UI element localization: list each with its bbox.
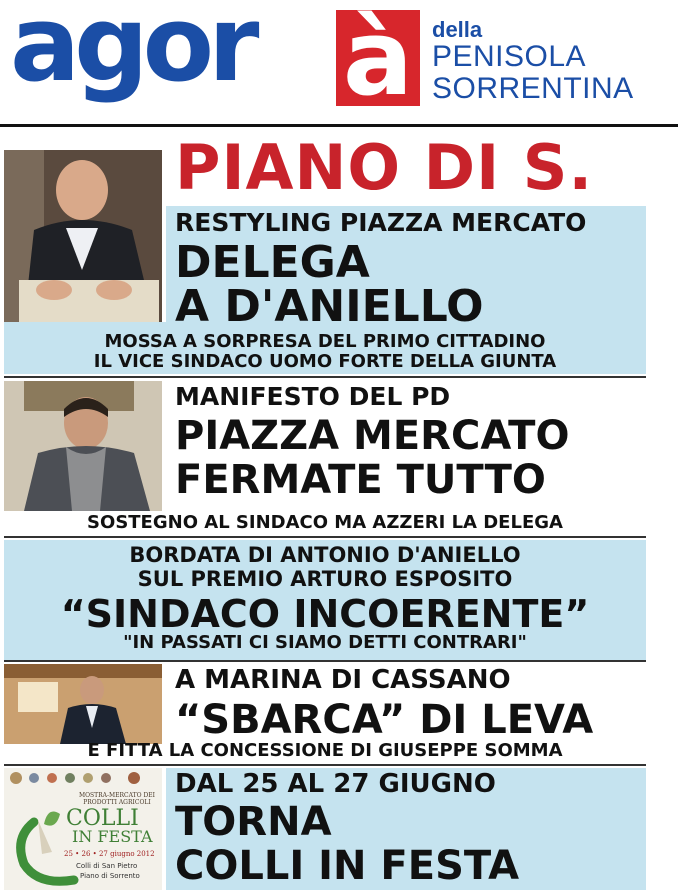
colli-subtitle: MOSTRA-MERCATO DEI PRODOTTI AGRICOLI bbox=[78, 792, 156, 806]
colli-title-1: COLLI bbox=[66, 806, 139, 831]
colli-in-festa-logo bbox=[4, 768, 162, 890]
separator bbox=[4, 764, 646, 766]
man-with-scarf-icon bbox=[4, 381, 162, 511]
man-at-desk-icon bbox=[4, 664, 162, 744]
story-3-kicker-1: BORDATA DI ANTONIO D'ANIELLO bbox=[129, 543, 521, 567]
story-5-headline-2: COLLI IN FESTA bbox=[175, 843, 520, 889]
story-2-sub-1: SOSTEGNO AL SINDACO MA AZZERI LA DELEGA bbox=[87, 512, 563, 533]
story-1-headline-1: DELEGA bbox=[175, 237, 370, 288]
logo-subtitle bbox=[432, 18, 634, 104]
story-4-sub-1: E FITTA LA CONCESSIONE DI GIUSEPPE SOMMA bbox=[87, 740, 563, 761]
story-3-headline: “SINDACO INCOERENTE” bbox=[60, 592, 590, 636]
story-5-headline-1: TORNA bbox=[175, 799, 332, 845]
logo-sorrentina: SORRENTINA bbox=[432, 71, 634, 105]
logo-red-box bbox=[336, 0, 420, 119]
story-2-kicker: MANIFESTO DEL PD bbox=[175, 382, 451, 411]
colli-title-2: IN FESTA bbox=[72, 827, 153, 846]
logo-wordmark bbox=[10, 0, 254, 105]
story-1-sub-1: MOSSA A SORPRESA DEL PRIMO CITTADINO bbox=[104, 331, 546, 352]
colli-dates: 25 • 26 • 27 giugno 2012 bbox=[64, 850, 155, 858]
story-1-photo bbox=[4, 150, 162, 322]
logo-della: della bbox=[432, 17, 483, 42]
separator bbox=[4, 536, 646, 538]
story-1-headline-2: A D'ANIELLO bbox=[175, 281, 484, 332]
story-3-sub-1: "IN PASSATI CI SIAMO DETTI CONTRARI" bbox=[123, 632, 527, 653]
colli-place-1: Colli di San Pietro bbox=[76, 862, 138, 870]
masthead-rule bbox=[0, 124, 678, 127]
logo-a: à bbox=[342, 0, 414, 119]
story-2-headline-2: FERMATE TUTTO bbox=[175, 457, 546, 503]
story-5-kicker: DAL 25 AL 27 GIUGNO bbox=[175, 769, 496, 799]
story-4-kicker: A MARINA DI CASSANO bbox=[175, 665, 511, 695]
page-title: PIANO DI S. bbox=[175, 131, 593, 204]
story-4-photo bbox=[4, 664, 162, 744]
colli-place-2: Piano di Sorrento bbox=[80, 872, 140, 880]
story-2-headline-1: PIAZZA MERCATO bbox=[175, 413, 570, 459]
separator bbox=[4, 660, 646, 662]
story-4-headline: “SBARCA” DI LEVA bbox=[175, 697, 594, 743]
man-in-suit-icon bbox=[4, 150, 162, 322]
story-3-kicker-2: SUL PREMIO ARTURO ESPOSITO bbox=[137, 567, 513, 591]
logo-penisola: PENISOLA bbox=[432, 40, 587, 74]
story-1-sub-2: IL VICE SINDACO UOMO FORTE DELLA GIUNTA bbox=[93, 351, 557, 372]
logo-agor: agor bbox=[10, 0, 254, 105]
story-2-photo bbox=[4, 381, 162, 511]
story-1-kicker: RESTYLING PIAZZA MERCATO bbox=[175, 208, 587, 237]
separator bbox=[4, 376, 646, 378]
